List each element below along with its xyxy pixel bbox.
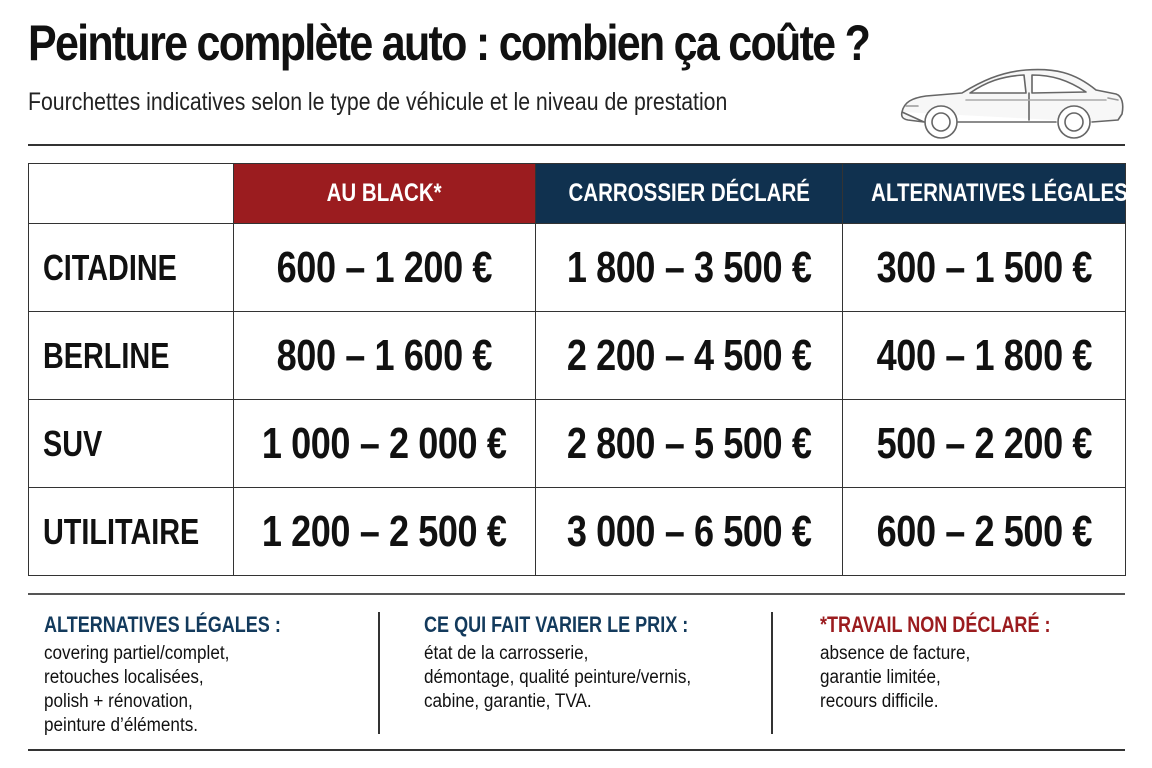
row-label-suv: SUV [29,400,234,488]
price-cell: 600 – 2 500 € [843,488,1126,576]
page-subtitle: Fourchettes indicatives selon le type de véhicule et le niveau de prestation [28,88,728,116]
note-travail-non-declare [820,612,1101,714]
note-title: *TRAVAIL NON DÉCLARÉ : [820,612,1051,637]
notes-top-divider [28,593,1125,595]
car-side-icon [896,62,1128,142]
note-title: ALTERNATIVES LÉGALES : [44,612,281,637]
table-row [29,400,1126,488]
table-row [29,488,1126,576]
notes-divider [771,612,773,734]
table-row [29,224,1126,312]
note-line: absence de facture, [820,643,971,664]
price-cell: 600 – 1 200 € [234,224,536,312]
note-line: polish + rénovation, [44,691,193,712]
column-header-alternatives-legales: ALTERNATIVES LÉGALES [843,164,1126,224]
column-header-carrossier-declare: CARROSSIER DÉCLARÉ [536,164,843,224]
price-cell: 300 – 1 500 € [843,224,1126,312]
table-corner-cell [29,164,234,224]
note-line: retouches localisées, [44,667,204,688]
price-cell: 400 – 1 800 € [843,312,1126,400]
price-cell: 2 200 – 4 500 € [536,312,843,400]
price-cell: 2 800 – 5 500 € [536,400,843,488]
footer-divider [28,749,1125,751]
row-label-berline: BERLINE [29,312,234,400]
note-line: cabine, garantie, TVA. [424,691,592,712]
note-line: covering partiel/complet, [44,643,230,664]
note-title: CE QUI FAIT VARIER LE PRIX : [424,612,689,637]
note-line: peinture d’éléments. [44,715,198,736]
notes-divider [378,612,380,734]
price-cell: 1 000 – 2 000 € [234,400,536,488]
header-divider [28,144,1125,146]
price-cell: 500 – 2 200 € [843,400,1126,488]
table-row [29,312,1126,400]
note-line: démontage, qualité peinture/vernis, [424,667,692,688]
price-cell: 1 800 – 3 500 € [536,224,843,312]
price-table [28,163,1126,576]
column-header-au-black: AU BLACK* [234,164,536,224]
note-line: recours difficile. [820,691,939,712]
row-label-citadine: CITADINE [29,224,234,312]
price-cell: 3 000 – 6 500 € [536,488,843,576]
note-line: garantie limitée, [820,667,941,688]
price-cell: 800 – 1 600 € [234,312,536,400]
price-cell: 1 200 – 2 500 € [234,488,536,576]
note-alternatives-legales [44,612,333,738]
note-variation-prix [424,612,746,714]
note-line: état de la carrosserie, [424,643,589,664]
row-label-utilitaire: UTILITAIRE [29,488,234,576]
page-title: Peinture complète auto : combien ça coûte ? [28,15,870,71]
